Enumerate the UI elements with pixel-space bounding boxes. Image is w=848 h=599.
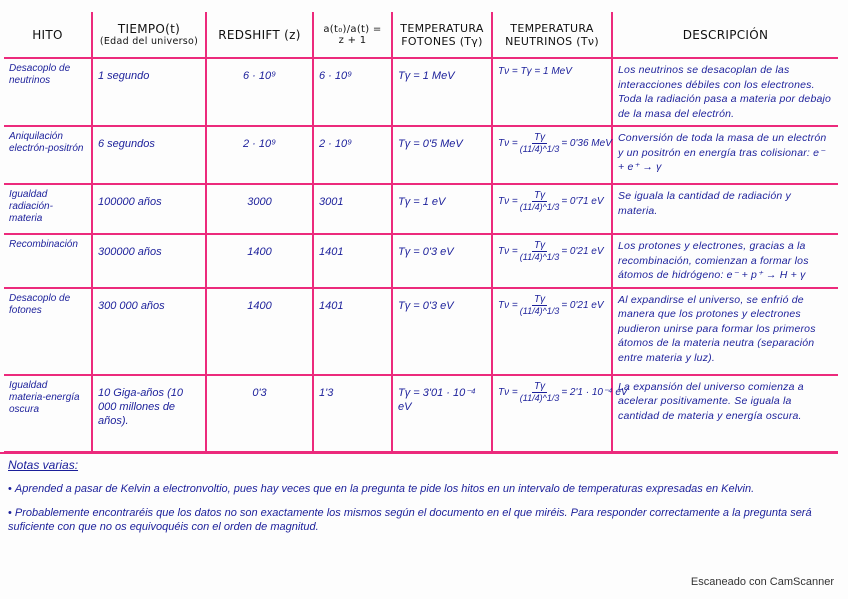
header-tiempo-sub: (Edad del universo) bbox=[99, 36, 199, 47]
temp-fotones-cell: Tγ = 3'01 · 10⁻⁴ eV bbox=[392, 375, 492, 452]
fraction bbox=[520, 382, 560, 403]
fraction bbox=[520, 241, 560, 262]
table-header-row bbox=[4, 12, 838, 58]
formula-rhs: = 0'21 eV bbox=[561, 299, 604, 311]
tiempo-cell: 1 segundo bbox=[92, 58, 206, 126]
table-row bbox=[4, 58, 838, 126]
tiempo-cell: 300 000 años bbox=[92, 288, 206, 375]
formula-lhs: Tν = Tγ = 1 MeV bbox=[498, 66, 572, 77]
note-item bbox=[8, 506, 838, 534]
ratio-cell: 2 · 10⁹ bbox=[313, 126, 392, 184]
fraction-numerator: Tγ bbox=[533, 380, 546, 392]
fraction-numerator: Tγ bbox=[533, 240, 546, 251]
fraction-denominator: (11/4)^1/3 bbox=[519, 202, 560, 212]
formula-lhs: Tν = bbox=[498, 196, 518, 208]
fraction bbox=[520, 295, 560, 316]
temp-fotones-cell: Tγ = 0'3 eV bbox=[392, 288, 492, 375]
bullet-icon: • bbox=[8, 507, 12, 519]
table-row bbox=[4, 126, 838, 184]
temp-neutrinos-cell bbox=[492, 375, 628, 452]
fraction-denominator: (11/4)^1/3 bbox=[519, 252, 560, 262]
temp-fotones-cell: Tγ = 0'3 eV bbox=[392, 234, 492, 288]
ratio-cell: 6 · 10⁹ bbox=[313, 58, 392, 126]
formula-rhs: = 0'36 MeV bbox=[561, 138, 612, 150]
formula-rhs: = 0'21 eV bbox=[561, 246, 604, 258]
fraction-denominator: (11/4)^1/3 bbox=[519, 392, 560, 403]
header-descripcion: DESCRIPCIÓN bbox=[612, 12, 838, 58]
descripcion-cell: Conversión de toda la masa de un electrón y un positrón en energía tras colisionar: e⁻ + e⁺ → γ bbox=[612, 126, 838, 184]
formula-lhs: Tν = bbox=[498, 386, 518, 398]
notes-section bbox=[8, 458, 838, 544]
note-item bbox=[8, 482, 838, 496]
tiempo-cell: 6 segundos bbox=[92, 126, 206, 184]
table-row bbox=[4, 375, 838, 452]
bullet-icon: • bbox=[8, 483, 12, 495]
hito-cell: Aniquilación electrón-positrón bbox=[4, 126, 92, 184]
redshift-cell: 0'3 bbox=[206, 375, 313, 452]
formula-lhs: Tν = bbox=[498, 138, 518, 150]
fraction bbox=[520, 133, 560, 154]
temp-neutrinos-cell bbox=[492, 126, 612, 184]
temp-neutrinos-cell bbox=[492, 288, 612, 375]
descripcion-cell: Los protones y electrones, gracias a la recombinación, comienzan a formar los átomos de hidrógeno: e⁻ + p⁺ → H + γ bbox=[612, 234, 838, 288]
header-temp-fotones: TEMPERATURA FOTONES (Tγ) bbox=[392, 12, 492, 58]
ratio-cell: 1401 bbox=[313, 288, 392, 375]
header-tiempo bbox=[92, 12, 206, 58]
temp-fotones-cell: Tγ = 0'5 MeV bbox=[392, 126, 492, 184]
redshift-cell: 1400 bbox=[206, 234, 313, 288]
formula-lhs: Tν = bbox=[498, 246, 518, 258]
ratio-cell: 1401 bbox=[313, 234, 392, 288]
fraction-numerator: Tγ bbox=[533, 293, 546, 305]
fraction-numerator: Tγ bbox=[533, 190, 546, 201]
temp-neutrinos-cell bbox=[492, 184, 612, 234]
redshift-cell: 1400 bbox=[206, 288, 313, 375]
note-text: Aprended a pasar de Kelvin a electronvoltio, pues hay veces que en la pregunta te pide los hitos en un intervalo de temperaturas expresadas en Kelvin. bbox=[14, 483, 755, 495]
fraction-denominator: (11/4)^1/3 bbox=[519, 144, 560, 154]
redshift-cell: 3000 bbox=[206, 184, 313, 234]
temp-fotones-cell: Tγ = 1 MeV bbox=[392, 58, 492, 126]
formula-lhs: Tν = bbox=[498, 299, 518, 311]
ratio-cell: 3001 bbox=[313, 184, 392, 234]
fraction-numerator: Tγ bbox=[533, 132, 546, 143]
scanner-watermark: Escaneado con CamScanner bbox=[690, 576, 834, 588]
cosmology-milestones-table bbox=[4, 12, 838, 453]
hito-cell: Igualdad radiación-materia bbox=[4, 184, 92, 234]
table-row bbox=[4, 184, 838, 234]
table-bottom-divider bbox=[0, 452, 838, 454]
tiempo-cell: 100000 años bbox=[92, 184, 206, 234]
descripcion-cell: La expansión del universo comienza a acelerar positivamente. Se iguala la cantidad de materia y energía oscura. bbox=[612, 375, 838, 452]
header-temp-neutrinos: TEMPERATURA NEUTRINOS (Tν) bbox=[492, 12, 612, 58]
fraction bbox=[520, 191, 560, 212]
table-row bbox=[4, 288, 838, 375]
notes-title: Notas varias: bbox=[8, 458, 79, 472]
header-hito: HITO bbox=[4, 12, 92, 58]
formula-rhs: = 0'71 eV bbox=[561, 196, 604, 208]
hito-cell: Desacoplo de fotones bbox=[4, 288, 92, 375]
ratio-cell: 1'3 bbox=[313, 375, 392, 452]
descripcion-cell: Se iguala la cantidad de radiación y materia. bbox=[612, 184, 838, 234]
tiempo-cell: 10 Giga-años (10 000 millones de años). bbox=[92, 375, 206, 452]
hito-cell: Igualdad materia-energía oscura bbox=[4, 375, 92, 452]
header-tiempo-label: TIEMPO(t) bbox=[117, 22, 181, 36]
header-ratio: a(t₀)/a(t) = z + 1 bbox=[313, 12, 392, 58]
fraction-denominator: (11/4)^1/3 bbox=[519, 305, 560, 316]
note-text: Probablemente encontraréis que los datos no son exactamente los mismos según el documento en el que miréis. Para responder correctamente a la pregunta será suficiente con que no os equivoquéis con el orden de magnitud. bbox=[8, 507, 812, 533]
descripcion-cell: Al expandirse el universo, se enfrió de manera que los protones y electrones pudieron unirse para formar los primeros átomos de la materia neutra (separación entre materia y luz). bbox=[612, 288, 838, 375]
redshift-cell: 6 · 10⁹ bbox=[206, 58, 313, 126]
temp-neutrinos-cell bbox=[492, 58, 612, 126]
formula-rhs: = 2'1 · 10⁻⁴ eV bbox=[561, 386, 628, 398]
descripcion-cell: Los neutrinos se desacoplan de las interacciones débiles con los electrones. Toda la radiación pasa a materia por debajo de la masa del electrón. bbox=[612, 58, 838, 126]
hito-cell: Recombinación bbox=[4, 234, 92, 288]
redshift-cell: 2 · 10⁹ bbox=[206, 126, 313, 184]
hito-cell: Desacoplo de neutrinos bbox=[4, 58, 92, 126]
temp-fotones-cell: Tγ = 1 eV bbox=[392, 184, 492, 234]
tiempo-cell: 300000 años bbox=[92, 234, 206, 288]
header-redshift: REDSHIFT (z) bbox=[206, 12, 313, 58]
table-row bbox=[4, 234, 838, 288]
temp-neutrinos-cell bbox=[492, 234, 612, 288]
